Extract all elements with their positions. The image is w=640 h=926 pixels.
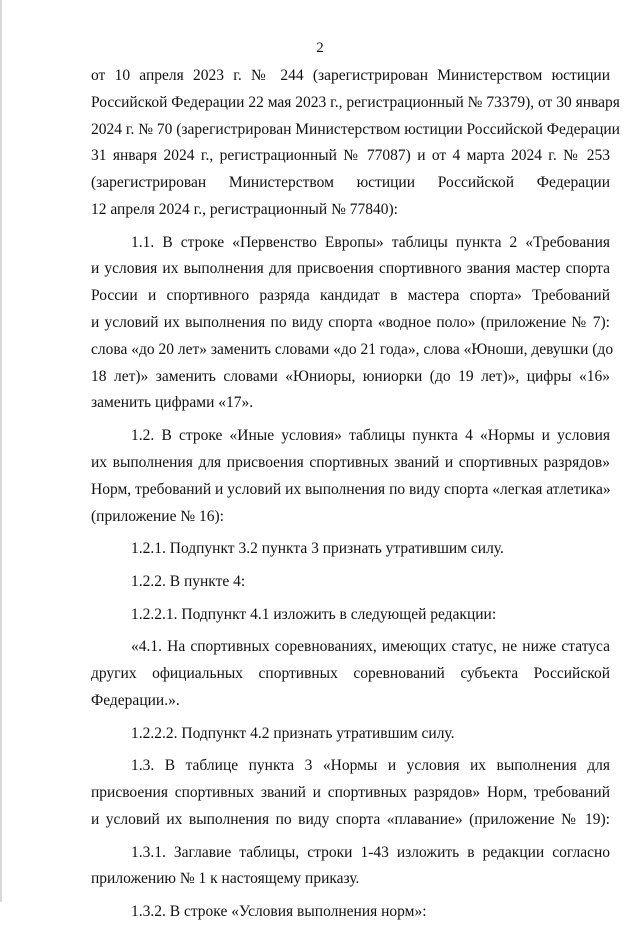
text-line: России и спортивного разряда кандидат в мастера спорта» Требований bbox=[91, 287, 610, 305]
text-line: заменить цифрами «17». bbox=[91, 394, 254, 412]
text-line: слова «до 20 лет» заменить словами «до 21 года», слова «Юноши, девушки (до bbox=[91, 340, 614, 358]
text-line: 1.3.1. Заглавие таблицы, строки 1-43 изложить в редакции согласно bbox=[131, 843, 610, 861]
text-line: и условий их выполнения по виду спорта «плавание» (приложение № 19): bbox=[91, 810, 610, 828]
text-line: 1.2.2.2. Подпункт 4.2 признать утратившим силу. bbox=[131, 724, 455, 742]
text-line: Норм, требований и условий их выполнения по виду спорта «легкая атлетика» bbox=[91, 480, 611, 498]
text-line: 1.2.2. В пункте 4: bbox=[131, 572, 246, 590]
text-line: 1.3. В таблице пункта 3 «Нормы и условия их выполнения для bbox=[131, 757, 610, 775]
text-line: Федерации.». bbox=[91, 691, 180, 709]
text-line: Российской Федерации 22 мая 2023 г., регистрационный № 73379), от 30 января bbox=[91, 93, 620, 111]
text-line: других официальных спортивных соревнований субъекта Российской bbox=[91, 665, 610, 683]
document-body bbox=[91, 63, 620, 926]
text-line: (приложение № 16): bbox=[91, 507, 224, 525]
text-line: приложению № 1 к настоящему приказу. bbox=[91, 870, 360, 888]
text-line: 12 апреля 2024 г., регистрационный № 77840): bbox=[91, 200, 398, 218]
text-line: 1.2.1. Подпункт 3.2 пункта 3 признать утратившим силу. bbox=[131, 540, 504, 558]
text-line: 2024 г. № 70 (зарегистрирован Министерством юстиции Российской Федерации bbox=[91, 120, 620, 138]
text-line: 1.2. В строке «Иные условия» таблицы пункта 4 «Нормы и условия bbox=[131, 427, 610, 445]
page-number: 2 bbox=[316, 40, 324, 56]
text-line: 1.3.2. В строке «Условия выполнения норм»: bbox=[131, 903, 427, 921]
text-line: и условия их выполнения для присвоения спортивного звания мастер спорта bbox=[91, 260, 610, 278]
text-line: 1.1. В строке «Первенство Европы» таблицы пункта 2 «Требования bbox=[131, 233, 610, 251]
text-line: 1.2.2.1. Подпункт 4.1 изложить в следующей редакции: bbox=[131, 605, 497, 623]
text-line: присвоения спортивных званий и спортивных разрядов» Норм, требований bbox=[91, 784, 610, 802]
text-line: их выполнения для присвоения спортивных званий и спортивных разрядов» bbox=[91, 453, 610, 471]
text-line: 18 лет)» заменить словами «Юниоры, юниорки (до 19 лет)», цифры «16» bbox=[91, 367, 610, 385]
text-line: «4.1. На спортивных соревнованиях, имеющих статус, не ниже статуса bbox=[131, 638, 610, 656]
text-line: от 10 апреля 2023 г. № 244 (зарегистрирован Министерством юстиции bbox=[91, 67, 610, 84]
text-line: 31 января 2024 г., регистрационный № 77087) и от 4 марта 2024 г. № 253 bbox=[91, 147, 610, 165]
text-line: (зарегистрирован Министерством юстиции Российской Федерации bbox=[91, 174, 610, 192]
scan-edge bbox=[0, 0, 2, 902]
text-line: и условий их выполнения по виду спорта «водное поло» (приложение № 7): bbox=[91, 314, 610, 332]
